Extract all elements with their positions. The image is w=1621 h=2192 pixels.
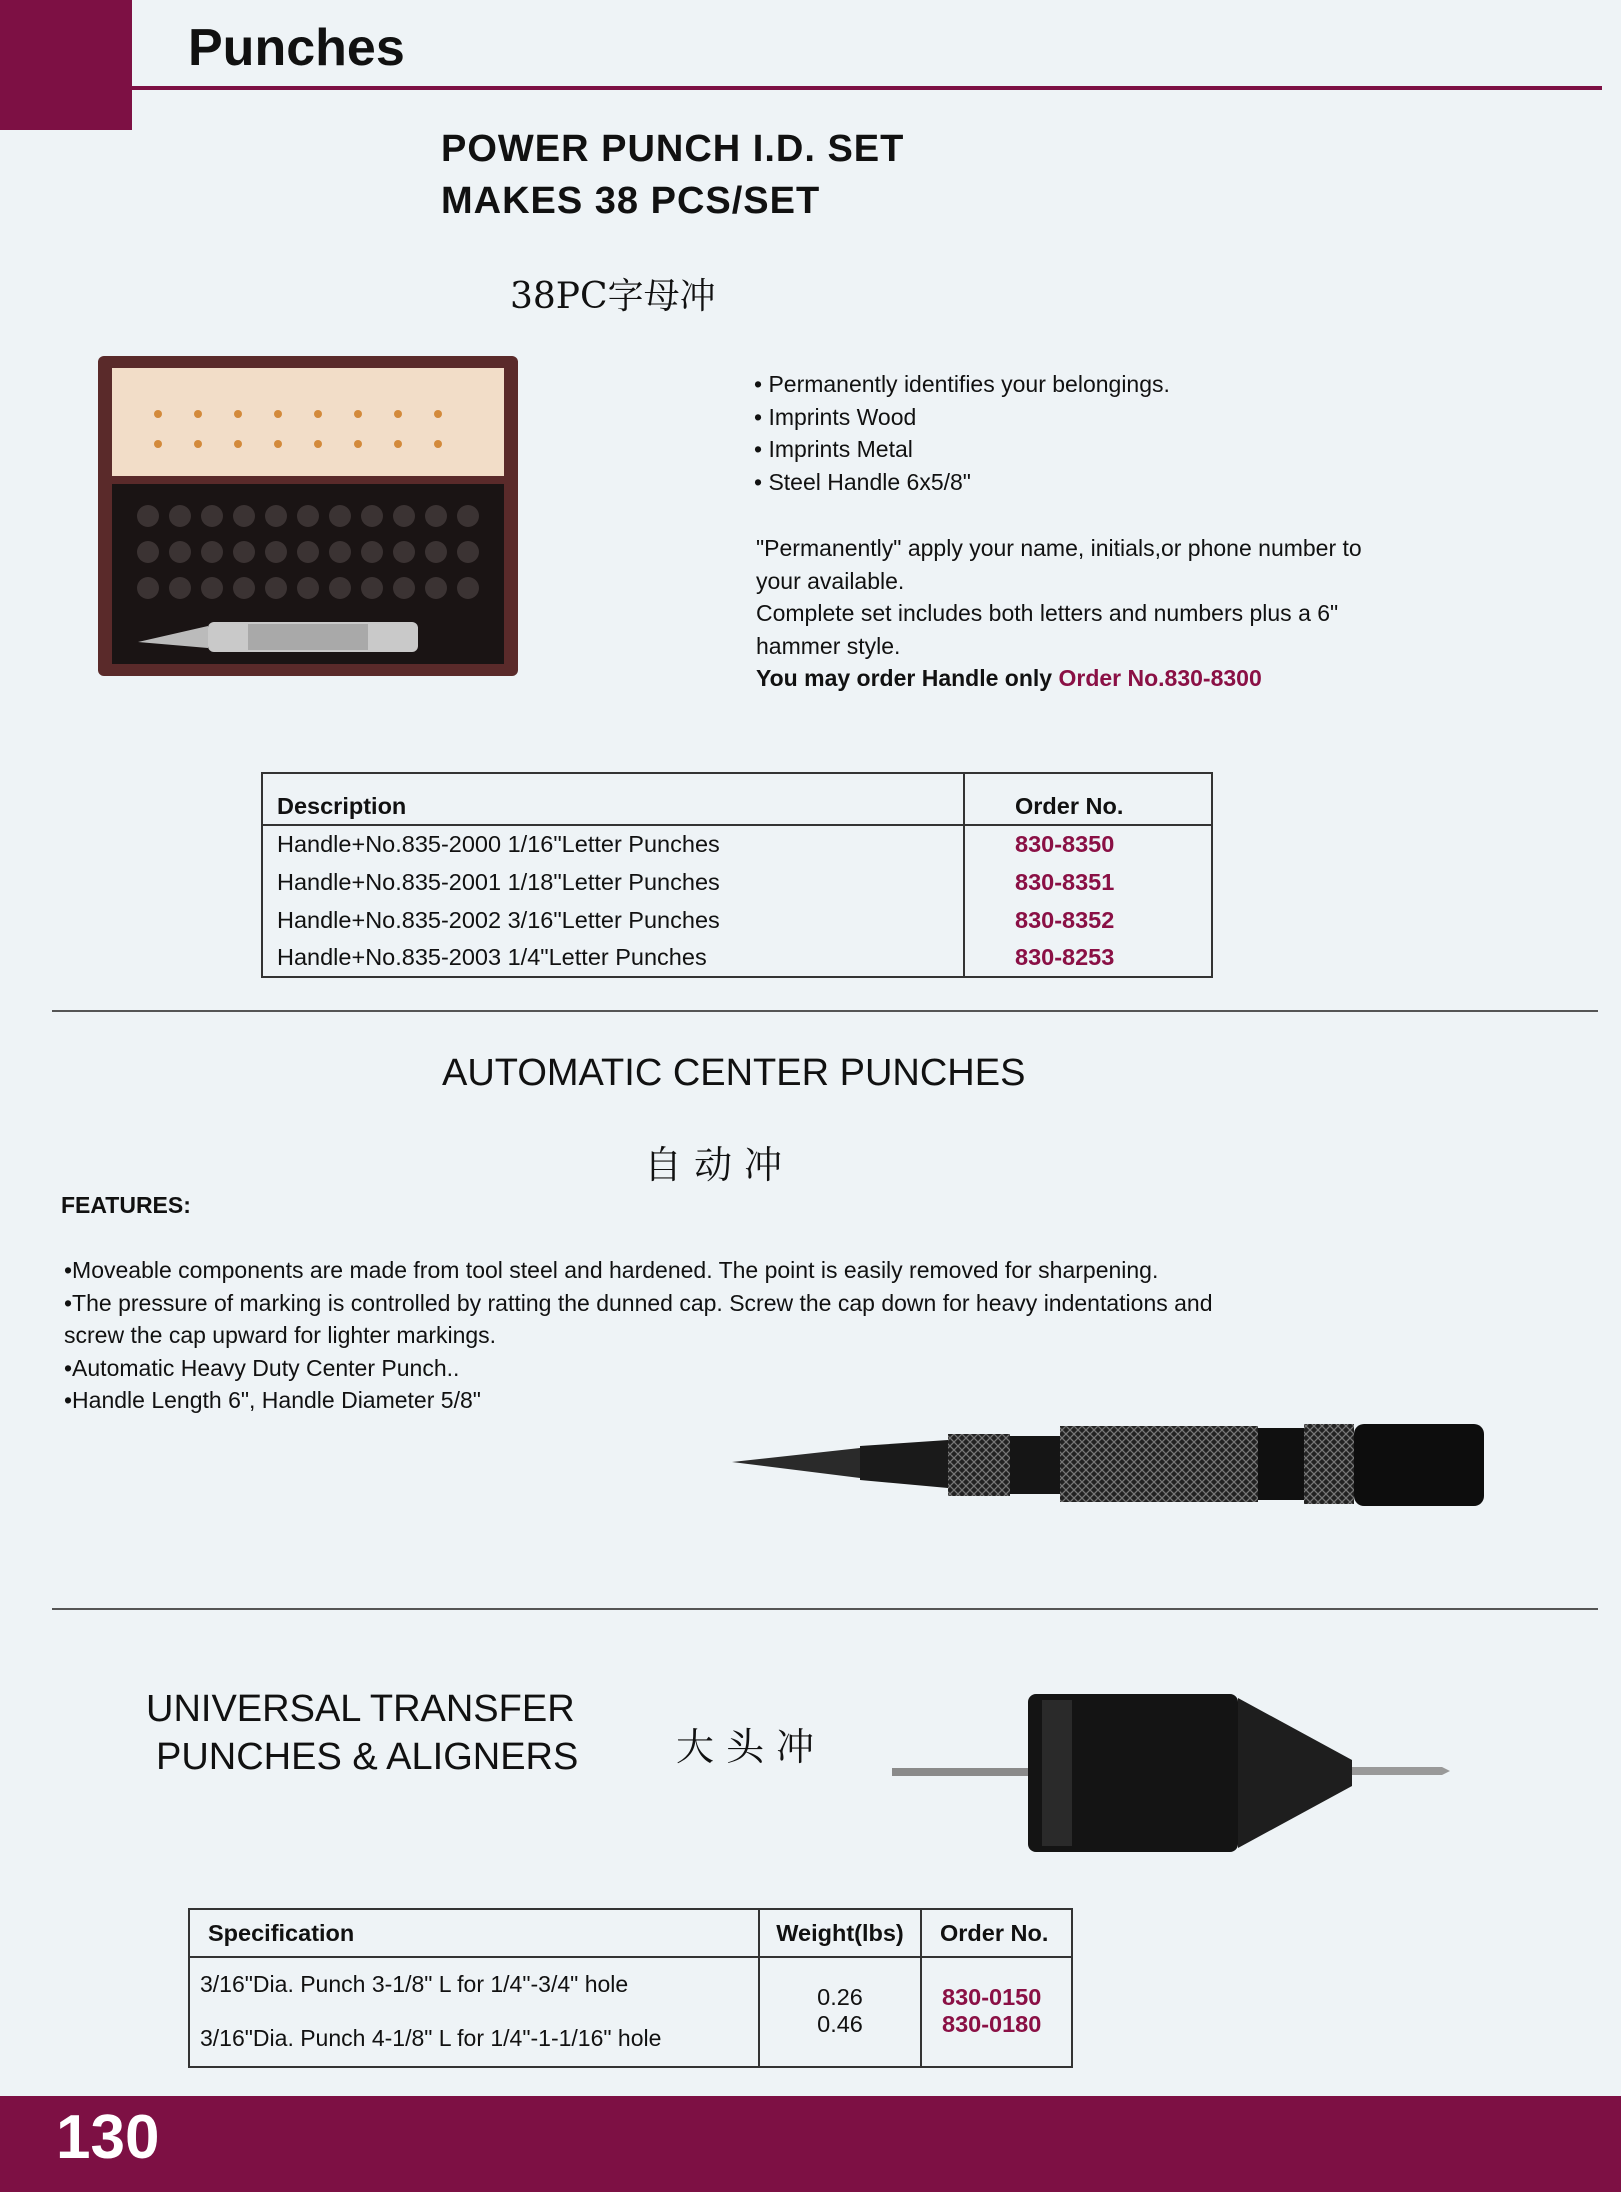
- bullet-item: • Imprints Wood: [754, 403, 917, 430]
- bullet-item: • Permanently identifies your belongings.: [754, 371, 1170, 397]
- table-row: [189, 1957, 1072, 2011]
- feature-item: •Automatic Heavy Duty Center Punch..: [64, 1354, 460, 1381]
- row-order-no: 830-0180: [942, 2011, 1042, 2037]
- power-punch-subtitle: 38PC字母冲: [510, 276, 716, 317]
- bullet-item: • Steel Handle 6x5/8": [754, 468, 971, 495]
- page-number: 130: [56, 2103, 160, 2172]
- order-note-number: Order No.830-8300: [1058, 665, 1262, 691]
- letter-punch-table: [261, 772, 1213, 978]
- center-punch-subtitle: 自 动 冲: [644, 1143, 783, 1187]
- row-description: Handle+No.835-2002 3/16"Letter Punches: [262, 901, 964, 939]
- table-row: [262, 863, 1212, 901]
- row-specification: 3/16"Dia. Punch 3-1/8" L for 1/4"-3/4" hole: [189, 1957, 759, 2011]
- row-order-no: 830-8253: [1015, 944, 1115, 970]
- transfer-punch-title-2: PUNCHES & ALIGNERS: [156, 1736, 579, 1778]
- section-divider: [52, 1608, 1598, 1610]
- transfer-punch-table: [188, 1908, 1073, 2068]
- section-divider: [52, 1010, 1598, 1012]
- table-row: [262, 939, 1212, 977]
- power-punch-title-1: POWER PUNCH I.D. SET: [441, 128, 905, 170]
- desc-line: hammer style.: [756, 632, 901, 659]
- row-weight: 0.46: [759, 2011, 921, 2067]
- col-order-no: Order No.: [940, 1919, 1049, 1946]
- punch-set-photo: [98, 356, 518, 676]
- feature-item: •Handle Length 6", Handle Diameter 5/8": [64, 1387, 481, 1413]
- footer-bar: [0, 2096, 1621, 2192]
- transfer-punch-title-1: UNIVERSAL TRANSFER: [146, 1688, 575, 1730]
- row-description: Handle+No.835-2000 1/16"Letter Punches: [262, 825, 964, 863]
- order-note-prefix: You may order Handle only: [756, 665, 1059, 691]
- features-label: FEATURES:: [61, 1192, 191, 1218]
- header-rule: [132, 86, 1602, 90]
- col-order-no: Order No.: [1015, 793, 1124, 819]
- features-list: [64, 1254, 1214, 1417]
- page-title: Punches: [188, 19, 405, 77]
- col-weight: Weight(lbs): [759, 1909, 921, 1957]
- header-accent-block: [0, 0, 132, 130]
- col-specification: Specification: [189, 1909, 759, 1957]
- row-order-no: 830-0150: [942, 1984, 1042, 2010]
- row-description: Handle+No.835-2001 1/18"Letter Punches: [262, 863, 964, 901]
- desc-line: your available.: [756, 567, 905, 594]
- power-punch-title-2: MAKES 38 PCS/SET: [441, 180, 821, 222]
- bullet-item: • Imprints Metal: [754, 436, 913, 462]
- handle-order-note: [756, 662, 1362, 695]
- table-row: [262, 901, 1212, 939]
- row-order-no: 830-8352: [1015, 906, 1115, 933]
- power-punch-description: [756, 532, 1362, 695]
- table-header-row: [262, 773, 1212, 825]
- table-row: [189, 2011, 1072, 2067]
- desc-line: Complete set includes both letters and numbers plus a 6": [756, 600, 1339, 626]
- row-description: Handle+No.835-2003 1/4"Letter Punches: [262, 939, 964, 977]
- transfer-punch-subtitle: 大 头 冲: [676, 1725, 815, 1769]
- transfer-punch-photo: [892, 1690, 1452, 1860]
- center-punch-title: AUTOMATIC CENTER PUNCHES: [442, 1052, 1026, 1094]
- feature-item: •The pressure of marking is controlled by ratting the dunned cap. Screw the cap down for heavy indentations and screw the cap upward for lighter markings.: [64, 1289, 1213, 1348]
- row-order-no: 830-8351: [1015, 868, 1115, 895]
- col-description: Description: [262, 773, 964, 825]
- table-header-row: [189, 1909, 1072, 1957]
- table-row: [262, 825, 1212, 863]
- row-order-no: 830-8350: [1015, 831, 1115, 857]
- feature-item: •Moveable components are made from tool steel and hardened. The point is easily removed for sharpening.: [64, 1257, 1159, 1283]
- desc-line: "Permanently" apply your name, initials,or phone number to: [756, 535, 1362, 561]
- row-specification: 3/16"Dia. Punch 4-1/8" L for 1/4"-1-1/16" hole: [189, 2011, 759, 2067]
- row-weight: 0.26: [759, 1957, 921, 2011]
- power-punch-bullets: [754, 368, 1170, 498]
- center-punch-photo: [730, 1410, 1520, 1520]
